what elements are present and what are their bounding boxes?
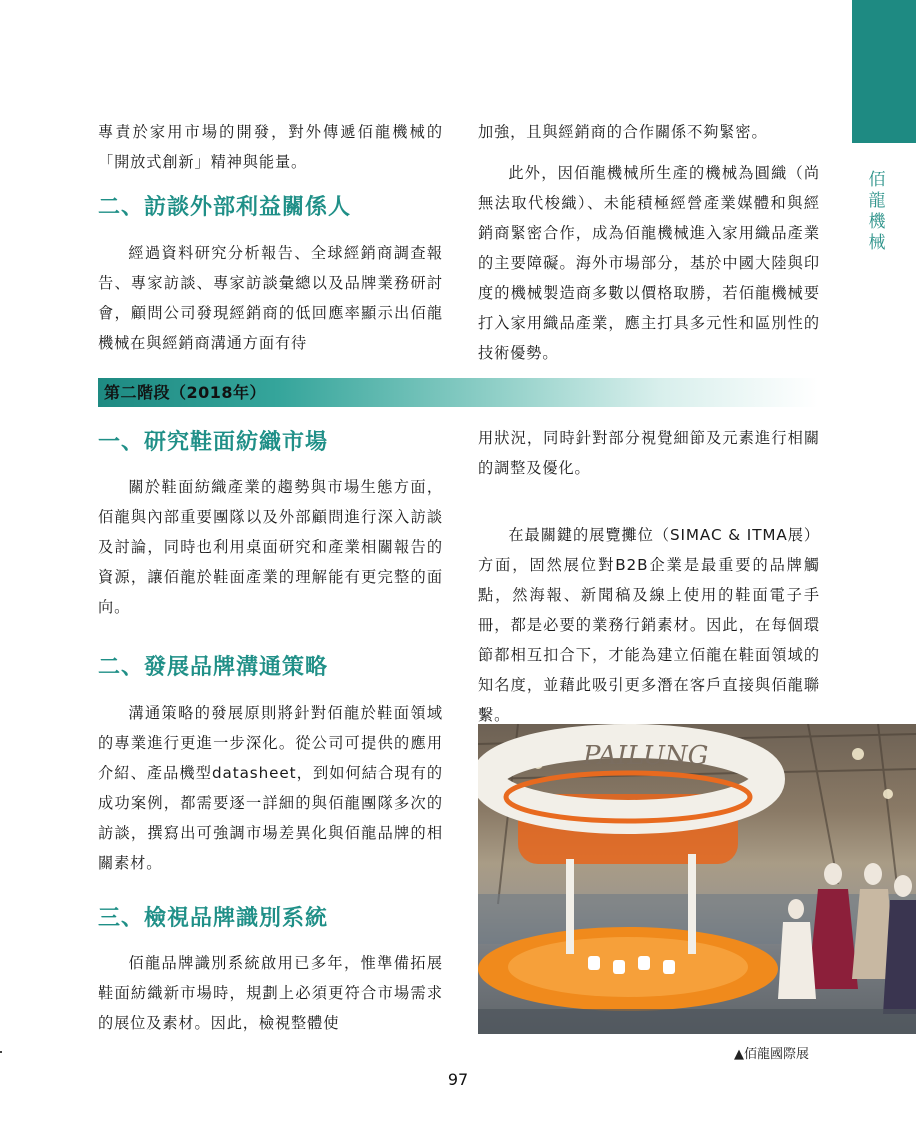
side-label-char: 械	[868, 233, 886, 253]
margin-mark	[0, 1051, 2, 1053]
section-heading: 二、發展品牌溝通策略	[98, 655, 329, 680]
photo-sign-text: PAILUNG	[583, 741, 709, 771]
photo-caption: ▲佰龍國際展	[734, 1047, 809, 1062]
side-label-char: 龍	[868, 191, 886, 211]
stage-title: 第二階段（2018年）	[104, 383, 267, 402]
paragraph: 加強，且與經銷商的合作關係不夠緊密。	[478, 123, 768, 141]
section-heading: 三、檢視品牌識別系統	[98, 906, 329, 931]
paragraph: 此外，因佰龍機械所生產的機械為圓織（尚無法取代梭織）、未能積極經營產業媒體和與經銷商緊密合作，成為佰龍機械進入家用織品產業的主要障礙。海外市場部分，基於中國大陸與印度的機械製造商多數以價格取勝，若佰龍機械要打入家用織品產業，應主打具多元性和區別性的技術優勢。	[478, 164, 820, 362]
paragraph: 專責於家用市場的開發，對外傳遞佰龍機械的「開放式創新」精神與能量。	[98, 123, 443, 171]
paragraph: 佰龍品牌識別系統啟用已多年，惟準備拓展鞋面紡織新市場時，規劃上必須更符合市場需求的展位及素材。因此，檢視整體使	[98, 954, 443, 1032]
side-label-char: 機	[868, 212, 886, 232]
paragraph: 溝通策略的發展原則將針對佰龍於鞋面領域的專業進行更進一步深化。從公司可提供的應用介紹、產品機型datasheet，到如何結合現有的成功案例，都需要逐一詳細的與佰龍團隊多次的訪談，撰寫出可強調市場差異化與佰龍品牌的相關素材。	[98, 704, 443, 872]
section-heading: 一、研究鞋面紡織市場	[98, 430, 329, 455]
side-label-char: 佰	[868, 170, 886, 190]
section-heading: 二、訪談外部利益關係人	[98, 195, 352, 220]
paragraph: 關於鞋面紡織產業的趨勢與市場生態方面，佰龍與內部重要團隊以及外部顧問進行深入訪談及討論，同時也利用桌面研究和產業相關報告的資源，讓佰龍於鞋面產業的理解能有更完整的面向。	[98, 478, 443, 616]
paragraph: 在最關鍵的展覽攤位（SIMAC & ITMA展）方面，固然展位對B2B企業是最重要的品牌觸點，然海報、新聞稿及線上使用的鞋面電子手冊，都是必要的業務行銷素材。因此，在每個環節都相互扣合下，才能為建立佰龍在鞋面領域的知名度，並藉此吸引更多潛在客戶直接與佰龍聯繫。	[478, 526, 820, 724]
exhibition-photo	[478, 724, 916, 1034]
paragraph: 用狀況，同時針對部分視覺細節及元素進行相關的調整及優化。	[478, 429, 820, 477]
page-number: 97	[447, 1070, 469, 1089]
exhibition-illustration	[478, 724, 916, 1034]
side-tab	[852, 0, 916, 143]
side-label	[866, 170, 888, 254]
paragraph: 經過資料研究分析報告、全球經銷商調查報告、專家訪談、專家訪談彙總以及品牌業務研討會，顧問公司發現經銷商的低回應率顯示出佰龍機械在與經銷商溝通方面有待	[98, 244, 443, 352]
